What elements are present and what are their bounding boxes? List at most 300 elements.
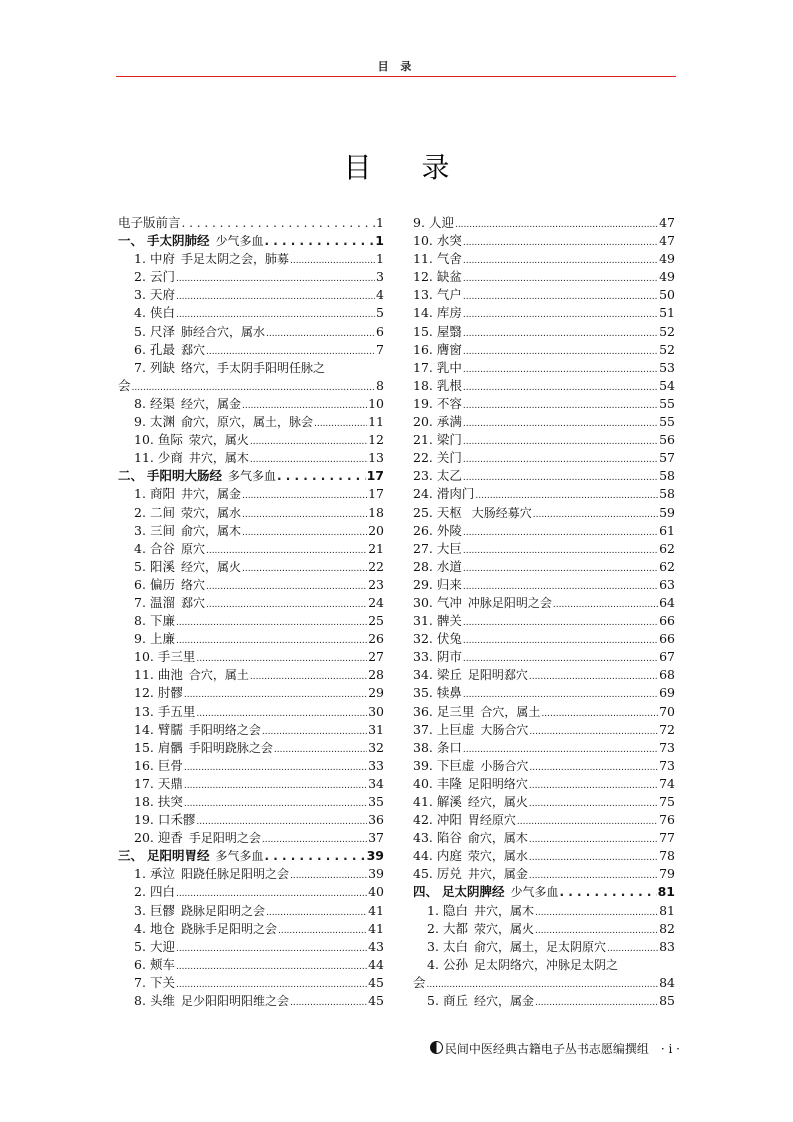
toc-entry[interactable] (413, 757, 675, 775)
toc-entry[interactable] (118, 323, 384, 341)
toc-entry-title: 乳根 (436, 377, 462, 393)
toc-entry[interactable] (118, 558, 384, 576)
toc-entry[interactable] (413, 612, 675, 630)
toc-entry-number: 10. (134, 649, 154, 665)
toc-entry[interactable] (118, 341, 384, 359)
toc-entry[interactable] (118, 865, 384, 883)
toc-entry-note: 手阳明跷脉之会 (188, 740, 273, 755)
toc-entry[interactable] (413, 341, 675, 359)
dot-leader (250, 433, 367, 451)
toc-page-number: 44 (368, 956, 384, 972)
toc-entry-label (118, 504, 241, 522)
dot-leader (250, 668, 367, 686)
dot-leader (535, 904, 658, 922)
page-footer (380, 1040, 680, 1057)
toc-entry-label (118, 485, 241, 503)
toc-entry[interactable] (413, 485, 675, 503)
toc-entry-number: 18. (413, 377, 433, 393)
toc-entry-title: 承满 (436, 414, 462, 430)
toc-entry-title: 肩髃 (157, 739, 183, 755)
toc-entry-note: 多气多血 (215, 849, 264, 864)
toc-entry-number: 44. (413, 848, 433, 864)
toc-page-number: 82 (659, 920, 675, 936)
toc-entry-title: 上廉 (149, 631, 175, 647)
toc-entry-note: 足阳明络穴 (467, 776, 528, 791)
toc-entry[interactable] (118, 395, 384, 413)
toc-entry-number: 2. (134, 884, 146, 900)
toc-entry[interactable] (118, 286, 384, 304)
toc-page-number: 77 (659, 830, 675, 846)
toc-entry[interactable] (413, 558, 675, 576)
toc-entry-note: 合穴，属土 (480, 704, 541, 719)
toc-entry[interactable] (413, 992, 675, 1010)
toc-entry-label (413, 467, 462, 485)
toc-entry[interactable] (118, 956, 384, 974)
toc-entry-title: 膺窗 (436, 341, 462, 357)
toc-entry-label (413, 395, 462, 413)
toc-entry[interactable] (118, 811, 384, 829)
toc-entry-title: 巨髎 (149, 902, 175, 918)
toc-entry-title: 梁门 (436, 432, 462, 448)
toc-page-number: 45 (368, 993, 384, 1009)
dot-leader (529, 759, 658, 777)
toc-entry-number: 9. (134, 414, 146, 430)
toc-entry-note: 井穴，属木 (188, 451, 249, 466)
toc-entry-label (413, 214, 454, 232)
toc-entry-number: 45. (413, 866, 433, 882)
toc-entry[interactable] (118, 359, 384, 377)
toc-page-number: 29 (368, 685, 384, 701)
footer-publisher: 民间中医经典古籍电子丛书志愿编撰组 (444, 1042, 649, 1056)
toc-entry-title: 大都 (442, 920, 468, 936)
toc-entry[interactable] (118, 829, 384, 847)
toc-entry-title: 缺盆 (436, 269, 462, 285)
toc-entry-note: 冲脉足阳明之会 (467, 595, 552, 610)
toc-entry-title: 肘髎 (157, 685, 183, 701)
dot-leader (463, 632, 658, 650)
toc-entry-number: 19. (134, 812, 154, 828)
toc-entry-number: 15. (413, 323, 433, 339)
toc-entry-label (118, 359, 325, 377)
toc-entry[interactable] (413, 232, 675, 250)
toc-page-number: 5 (376, 305, 384, 321)
toc-entry[interactable] (118, 214, 384, 232)
toc-entry-label (118, 648, 195, 666)
toc-entry-number: 1. (134, 866, 146, 882)
toc-section-entry[interactable] (118, 232, 384, 250)
toc-entry-note: 经穴，属火 (467, 795, 528, 809)
toc-entry-number: 29. (413, 576, 433, 592)
toc-entry[interactable] (413, 395, 675, 413)
toc-entry-title: 梁丘 (436, 667, 462, 683)
toc-page-number: 1 (376, 215, 384, 230)
toc-entry[interactable] (118, 739, 384, 757)
dot-leader (463, 234, 658, 252)
toc-entry-number: 34. (413, 667, 433, 683)
toc-entry-number: 1. (427, 902, 439, 918)
toc-page-number: 66 (659, 613, 675, 629)
dot-leader (184, 795, 367, 813)
dot-leader (463, 560, 658, 578)
toc-entry-label (118, 214, 181, 232)
toc-entry-title: 犊鼻 (436, 685, 462, 701)
toc-page-number: 66 (659, 631, 675, 647)
toc-entry-label (413, 485, 474, 503)
toc-entry[interactable] (413, 865, 675, 883)
toc-page-number: 21 (368, 540, 384, 556)
toc-entry-label (413, 666, 528, 684)
toc-entry-title: 关门 (436, 450, 462, 466)
toc-entry-label (413, 829, 528, 847)
toc-entry-label (118, 467, 276, 485)
toc-entry[interactable] (413, 413, 675, 431)
toc-entry[interactable] (413, 522, 675, 540)
toc-entry[interactable] (118, 431, 384, 449)
toc-entry[interactable] (118, 775, 384, 793)
toc-entry-title: 太渊 (149, 414, 175, 430)
toc-entry-note: 胃经原穴 (467, 813, 516, 828)
dot-leader (463, 270, 658, 288)
toc-entry[interactable] (118, 612, 384, 630)
toc-entry-number: 22. (413, 450, 433, 466)
dot-leader (529, 668, 658, 686)
toc-entry[interactable] (118, 449, 384, 467)
toc-page-number: 64 (659, 594, 675, 610)
toc-entry-label (413, 612, 462, 630)
toc-entry-number: 27. (413, 540, 433, 556)
toc-entry-label (118, 938, 175, 956)
toc-page-number: 39 (366, 848, 384, 864)
toc-entry-label (118, 250, 289, 268)
toc-entry[interactable] (413, 214, 675, 232)
toc-entry[interactable] (118, 630, 384, 648)
toc-entry[interactable] (413, 666, 675, 684)
toc-entry-title: 足三里 (436, 703, 475, 719)
dot-leader (455, 216, 658, 234)
dot-leader (463, 433, 658, 451)
toc-page-number: 33 (368, 757, 384, 773)
toc-entry-number: 2. (134, 269, 146, 285)
toc-entry[interactable] (413, 829, 675, 847)
toc-entry[interactable] (413, 703, 675, 721)
toc-page-number: 72 (659, 721, 675, 737)
toc-entry-note: 阳跷任脉足阳明之会 (180, 867, 289, 882)
toc-entry[interactable] (413, 793, 675, 811)
toc-page-number: 61 (659, 522, 675, 538)
toc-entry-label (118, 377, 131, 395)
toc-entry-title: 大巨 (436, 540, 462, 556)
toc-page-number: 70 (659, 703, 675, 719)
toc-page-number: 73 (659, 739, 675, 755)
toc-entry-number: 10. (134, 432, 154, 448)
toc-entry[interactable] (118, 377, 384, 395)
toc-entry-number: 33. (413, 649, 433, 665)
toc-entry[interactable] (413, 449, 675, 467)
toc-entry-title: 侠白 (149, 305, 175, 321)
toc-entry-number: 14. (134, 721, 154, 737)
dot-leader (206, 596, 367, 614)
toc-entry[interactable] (413, 268, 675, 286)
toc-entry-note: 经穴，属金 (180, 396, 241, 411)
toc-entry[interactable] (413, 504, 675, 522)
toc-entry-number: 12. (134, 685, 154, 701)
toc-entry[interactable] (413, 648, 675, 666)
toc-entry-label (118, 540, 205, 558)
toc-entry[interactable] (413, 594, 675, 612)
toc-entry-label (413, 377, 462, 395)
toc-entry[interactable] (413, 540, 675, 558)
toc-entry[interactable] (118, 992, 384, 1010)
toc-entry[interactable] (118, 938, 384, 956)
toc-entry-number: 32. (413, 631, 433, 647)
toc-entry-number: 31. (413, 613, 433, 629)
toc-entry-label (413, 793, 528, 811)
toc-entry[interactable] (118, 902, 384, 920)
toc-entry[interactable] (413, 721, 675, 739)
toc-entry-label (118, 739, 273, 757)
toc-entry[interactable] (413, 576, 675, 594)
toc-entry[interactable] (118, 540, 384, 558)
dot-leader (176, 288, 375, 306)
toc-entry[interactable] (118, 684, 384, 702)
dot-leader (314, 415, 367, 433)
toc-page-number: 81 (659, 902, 675, 918)
toc-page-number: 49 (659, 269, 675, 285)
toc-entry-number: 20. (413, 414, 433, 430)
toc-entry-number: 5. (427, 993, 439, 1009)
toc-left-column (118, 214, 384, 1010)
toc-entry-title: 髀关 (436, 613, 462, 629)
toc-entry-label (118, 304, 175, 322)
toc-entry-title: 少商 (157, 450, 183, 466)
toc-entry-label (118, 684, 183, 702)
toc-page-number: 62 (659, 540, 675, 556)
toc-entry-number: 4. (134, 305, 146, 321)
toc-entry-note: 足少阳阳明阳维之会 (180, 994, 289, 1009)
toc-entry-label (413, 775, 528, 793)
toc-section-entry[interactable] (118, 847, 384, 865)
toc-entry[interactable] (118, 721, 384, 739)
toc-entry-label (413, 630, 462, 648)
toc-page-number: 17 (366, 468, 384, 484)
toc-page-number: 55 (659, 414, 675, 430)
toc-entry-note: 小肠合穴 (480, 758, 529, 773)
toc-entry-number: 39. (413, 757, 433, 773)
toc-entry[interactable] (413, 630, 675, 648)
toc-entry-title: 屋翳 (436, 323, 462, 339)
toc-entry-title: 气舍 (436, 251, 462, 267)
toc-entry-label (413, 504, 532, 522)
toc-page-number: 59 (659, 504, 675, 520)
toc-entry-title: 水道 (436, 558, 462, 574)
toc-entry[interactable] (118, 974, 384, 992)
toc-section-entry[interactable] (413, 883, 675, 901)
toc-entry[interactable] (413, 974, 675, 992)
toc-page-number: 54 (659, 377, 675, 393)
toc-entry-note: 足太阴络穴，冲脉足太阴之 (473, 957, 618, 972)
toc-entry-note: 荥穴，属火 (188, 433, 249, 448)
toc-entry-note: 跷脉手足阳明之会 (180, 921, 277, 936)
toc-entry-title: 天府 (149, 287, 175, 303)
dot-leader (266, 904, 367, 922)
toc-entry-title: 中府 (149, 251, 175, 267)
toc-entry-title: 三间 (149, 522, 175, 538)
toc-entry-label (118, 449, 249, 467)
toc-entry-title: 合谷 (149, 540, 175, 556)
toc-entry-title: 颊车 (149, 956, 175, 972)
page-title: 目录 (343, 151, 500, 184)
toc-section-entry[interactable] (118, 467, 384, 485)
toc-entry[interactable] (118, 594, 384, 612)
toc-entry-title: 解溪 (436, 794, 462, 809)
toc-entry-number: 7. (134, 359, 146, 375)
toc-entry[interactable] (118, 268, 384, 286)
toc-entry[interactable] (118, 793, 384, 811)
toc-page-number: 20 (368, 522, 384, 538)
toc-entry[interactable] (118, 485, 384, 503)
toc-entry-title: 云门 (149, 269, 175, 285)
toc-entry[interactable] (118, 703, 384, 721)
toc-entry-title: 天枢 (436, 504, 462, 520)
toc-entry-title: 下廉 (149, 613, 175, 629)
toc-entry-label (413, 920, 534, 938)
dot-leader (463, 542, 658, 560)
toc-page-number: 73 (659, 757, 675, 773)
toc-entry[interactable] (413, 286, 675, 304)
toc-entry[interactable] (118, 413, 384, 431)
yin-yang-icon (430, 1041, 443, 1054)
toc-entry[interactable] (118, 920, 384, 938)
toc-entry-note: 多气多血 (228, 469, 277, 484)
dot-leader (290, 252, 375, 270)
toc-entry[interactable] (118, 304, 384, 322)
toc-entry[interactable] (413, 467, 675, 485)
toc-entry[interactable] (118, 522, 384, 540)
toc-entry-number: 3. (427, 938, 439, 954)
toc-entry-title: 下巨虚 (436, 757, 475, 773)
toc-entry[interactable] (118, 648, 384, 666)
toc-entry-label (413, 413, 462, 431)
toc-entry-title: 巨骨 (157, 757, 183, 773)
toc-entry-note: 大肠合穴 (480, 722, 529, 737)
toc-entry-note: 跷脉足阳明之会 (180, 903, 265, 918)
toc-entry-label (413, 576, 462, 594)
toc-entry-title: 阳溪 (149, 558, 175, 574)
dot-leader (463, 361, 658, 379)
toc-entry[interactable] (413, 938, 675, 956)
toc-page-number: 52 (659, 323, 675, 339)
toc-entry[interactable] (118, 757, 384, 775)
toc-entry-number: 6. (134, 576, 146, 592)
toc-entry-number: 6. (134, 956, 146, 972)
toc-entry-label (413, 992, 534, 1010)
toc-page-number: 47 (659, 233, 675, 249)
toc-entry[interactable] (413, 250, 675, 268)
toc-entry[interactable] (413, 377, 675, 395)
toc-page-number: 41 (368, 902, 384, 918)
toc-entry-number: 三、 (118, 848, 144, 864)
toc-entry-label (118, 323, 265, 341)
dot-leader (535, 994, 658, 1012)
toc-entry[interactable] (118, 250, 384, 268)
toc-entry-title: 伏兔 (436, 631, 462, 647)
toc-page-number: 25 (368, 613, 384, 629)
dot-leader (533, 506, 658, 524)
toc-entry-label (413, 703, 540, 721)
toc-entry-title: 条口 (436, 739, 462, 755)
toc-entry-number: 16. (134, 757, 154, 773)
toc-entry-number: 4. (134, 920, 146, 936)
toc-entry-title: 承泣 (149, 866, 175, 882)
toc-entry-title: 气户 (436, 287, 462, 303)
toc-entry-title: 大迎 (149, 938, 175, 954)
toc-entry[interactable] (413, 359, 675, 377)
toc-entry-number: 12. (413, 269, 433, 285)
dot-leader (277, 467, 366, 485)
toc-page-number: 47 (659, 215, 675, 230)
toc-entry[interactable] (118, 883, 384, 901)
toc-entry-title: 手阳明大肠经 (147, 468, 223, 484)
toc-page-number: 53 (659, 359, 675, 375)
toc-entry-label (413, 268, 462, 286)
toc-entry-label (118, 558, 241, 576)
toc-entry-note: 少气多血 (215, 234, 264, 249)
dot-leader (265, 847, 366, 865)
toc-entry-label (413, 341, 462, 359)
dot-leader (463, 397, 658, 415)
toc-entry[interactable] (118, 576, 384, 594)
toc-page-number: 17 (368, 486, 384, 502)
toc-entry-label (413, 449, 462, 467)
toc-entry[interactable] (118, 504, 384, 522)
toc-entry-label (413, 232, 462, 250)
toc-entry[interactable] (413, 739, 675, 757)
toc-entry-label (118, 232, 264, 250)
dot-leader (463, 415, 658, 433)
toc-page-number: 56 (659, 432, 675, 448)
toc-entry[interactable] (118, 666, 384, 684)
toc-entry-number: 11. (134, 667, 154, 683)
toc-page-number: 78 (659, 848, 675, 864)
toc-entry-title: 手五里 (157, 703, 196, 719)
toc-entry-title: 隐白 (442, 902, 468, 918)
toc-entry-label (413, 721, 528, 739)
toc-entry-label (413, 739, 462, 757)
toc-entry[interactable] (413, 323, 675, 341)
toc-entry[interactable] (413, 902, 675, 920)
toc-entry-number: 41. (413, 794, 433, 809)
toc-page-number: 58 (659, 468, 675, 484)
toc-entry[interactable] (413, 775, 675, 793)
toc-entry-number: 37. (413, 721, 433, 737)
dot-leader (529, 795, 658, 813)
toc-page-number: 12 (368, 432, 384, 448)
toc-entry-number: 25. (413, 504, 433, 520)
toc-entry[interactable] (413, 956, 675, 974)
toc-entry[interactable] (413, 684, 675, 702)
toc-entry[interactable] (413, 847, 675, 865)
dot-leader (242, 560, 367, 578)
toc-entry-note: 络穴，手太阴手阳明任脉之 (180, 360, 325, 375)
toc-entry-number: 2. (427, 920, 439, 936)
toc-page-number: 7 (376, 341, 384, 357)
toc-entry[interactable] (413, 811, 675, 829)
toc-entry-number: 1. (134, 486, 146, 502)
toc-entry[interactable] (413, 920, 675, 938)
toc-entry-number: 14. (413, 305, 433, 321)
toc-entry[interactable] (413, 431, 675, 449)
toc-entry[interactable] (413, 304, 675, 322)
